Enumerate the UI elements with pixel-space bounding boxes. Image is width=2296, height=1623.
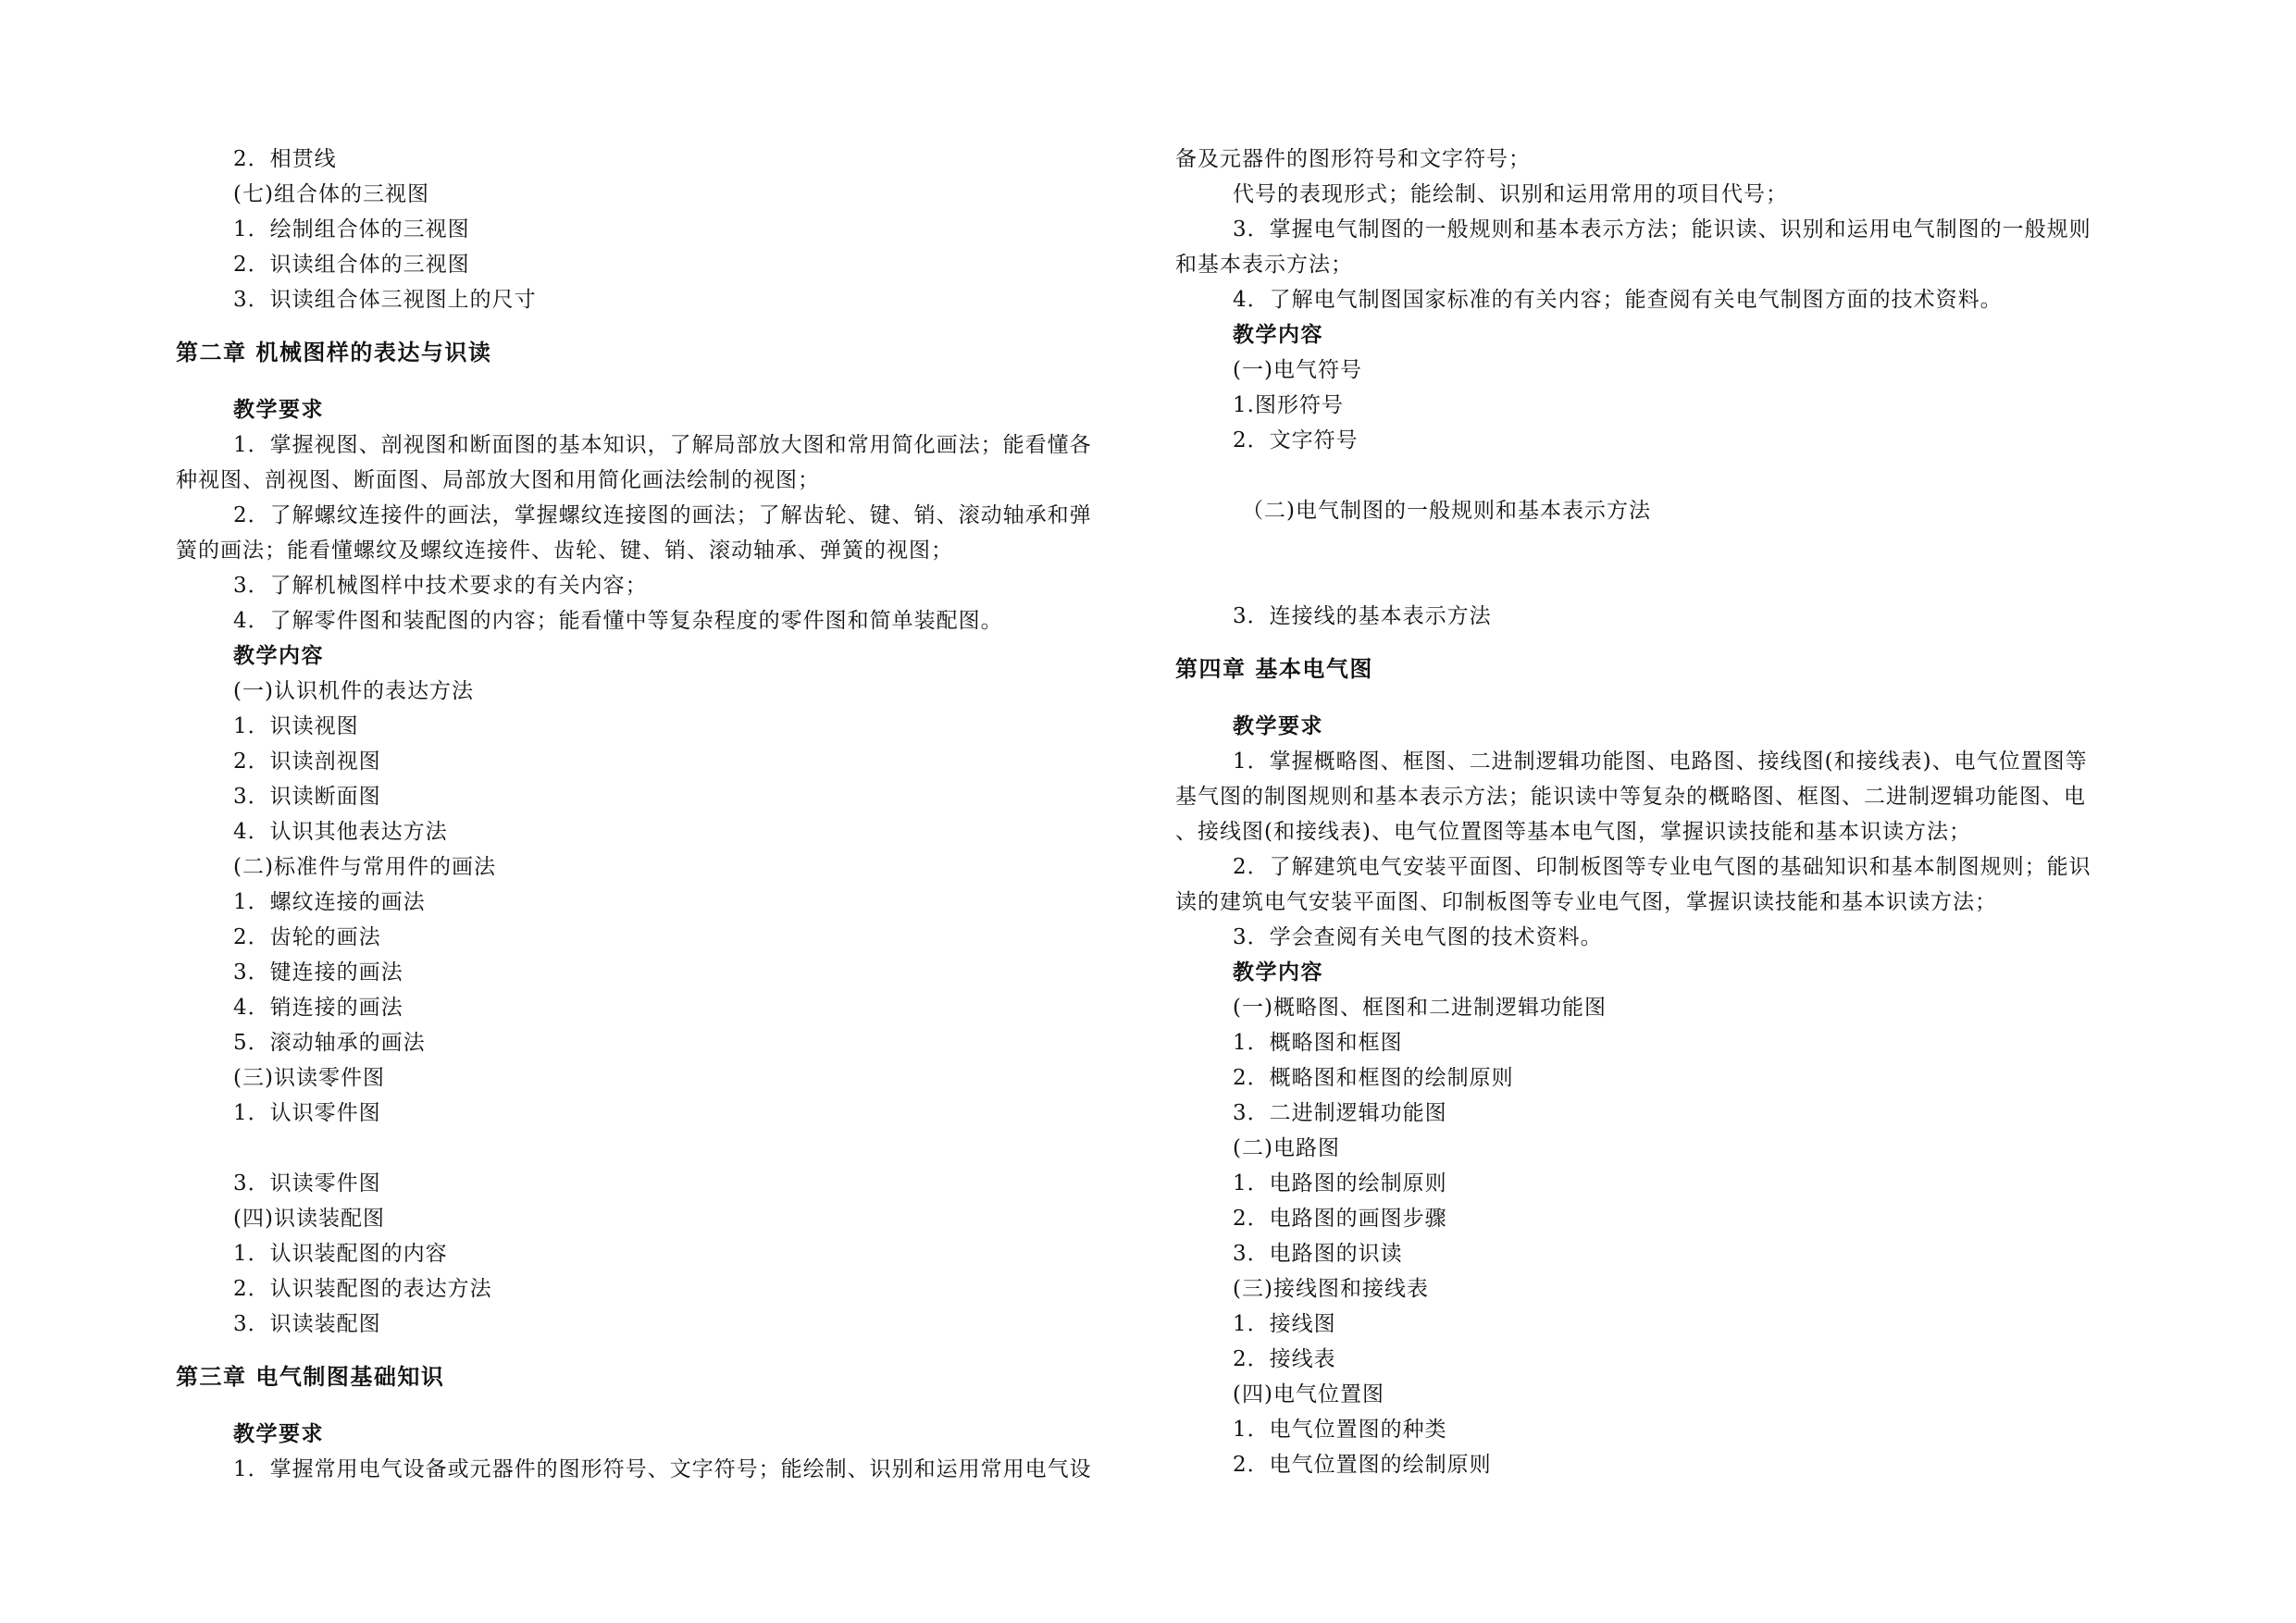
list-item: 2．相贯线	[233, 147, 337, 171]
section-heading: (二)电路图	[1233, 1136, 1340, 1160]
list-item: 2．接线表	[1233, 1347, 1336, 1371]
paragraph-line: 3．掌握电气制图的一般规则和基本表示方法；能识读、识别和运用电气制图的一般规则	[1233, 217, 2091, 242]
paragraph-line: 4．了解零件图和装配图的内容；能看懂中等复杂程度的零件图和简单装配图。	[233, 609, 1003, 633]
list-item: 3．电路图的识读	[1233, 1242, 1403, 1266]
list-item: 3．识读零件图	[233, 1171, 381, 1196]
list-item: 3．二进制逻辑功能图	[1233, 1101, 1447, 1125]
teaching-requirements-label: 教学要求	[233, 1422, 324, 1446]
list-item: 1．电气位置图的种类	[1233, 1418, 1447, 1442]
paragraph-line: 和基本表示方法；	[1175, 253, 1353, 277]
paragraph-line: 3．学会查阅有关电气图的技术资料。	[1233, 925, 1603, 949]
list-item: 3．识读组合体三视图上的尺寸	[233, 288, 537, 312]
list-item: 2．电路图的画图步骤	[1233, 1207, 1447, 1231]
paragraph-line: 读的建筑电气安装平面图、印制板图等专业电气图，掌握识读技能和基本识读方法；	[1175, 890, 1997, 914]
paragraph-line: 簧的画法；能看懂螺纹及螺纹连接件、齿轮、键、销、滚动轴承、弹簧的视图；	[176, 539, 953, 563]
list-item: 4．认识其他表达方法	[233, 820, 448, 844]
list-item: 1．电路图的绘制原则	[1233, 1171, 1447, 1196]
list-item: 2．识读组合体的三视图	[233, 253, 470, 277]
section-heading: (七)组合体的三视图	[233, 182, 429, 206]
teaching-requirements-label: 教学要求	[233, 398, 324, 422]
paragraph-line: 1．掌握概略图、框图、二进制逻辑功能图、电路图、接线图(和接线表)、电气位置图等	[1233, 750, 2088, 774]
section-heading: (三)接线图和接线表	[1233, 1277, 1429, 1301]
paragraph-line: 1．掌握常用电气设备或元器件的图形符号、文字符号；能绘制、识别和运用常用电气设	[233, 1457, 1092, 1481]
list-item: 4．销连接的画法	[233, 996, 403, 1020]
list-item: 3．键连接的画法	[233, 960, 403, 985]
list-item: 1．螺纹连接的画法	[233, 890, 426, 914]
list-item: 1.图形符号	[1233, 393, 1344, 417]
teaching-requirements-label: 教学要求	[1233, 714, 1323, 738]
list-item: 2．认识装配图的表达方法	[233, 1277, 492, 1301]
teaching-content-label: 教学内容	[1233, 323, 1323, 347]
list-item: 3．识读断面图	[233, 785, 381, 809]
section-heading: (一)认识机件的表达方法	[233, 679, 474, 703]
section-heading: (一)电气符号	[1233, 358, 1362, 382]
paragraph-line: 2．了解建筑电气安装平面图、印制板图等专业电气图的基础知识和基本制图规则；能识	[1233, 855, 2091, 879]
section-heading: (四)识读装配图	[233, 1207, 385, 1231]
paragraph-line: 1．掌握视图、剖视图和断面图的基本知识，了解局部放大图和常用简化画法；能看懂各	[233, 433, 1092, 457]
paragraph-line: 2．了解螺纹连接件的画法，掌握螺纹连接图的画法；了解齿轮、键、销、滚动轴承和弹	[233, 503, 1092, 527]
paragraph-line: 、接线图(和接线表)、电气位置图等基本电气图，掌握识读技能和基本识读方法；	[1175, 820, 1971, 844]
list-item: 2．文字符号	[1233, 428, 1359, 452]
chapter-4-title: 第四章 基本电气图	[1175, 656, 1373, 682]
section-heading: (四)电气位置图	[1233, 1382, 1384, 1406]
chapter-3-title: 第三章 电气制图基础知识	[176, 1364, 445, 1390]
teaching-content-label: 教学内容	[233, 644, 324, 668]
paragraph-line: 基气图的制图规则和基本表示方法；能识读中等复杂的概略图、框图、二进制逻辑功能图、电	[1175, 785, 2086, 809]
paragraph-line: 代号的表现形式；能绘制、识别和运用常用的项目代号；	[1233, 182, 1788, 206]
list-item: 1．识读视图	[233, 714, 359, 738]
list-item: 5．滚动轴承的画法	[233, 1031, 426, 1055]
list-item: 2．概略图和框图的绘制原则	[1233, 1066, 1514, 1090]
list-item: 1．绘制组合体的三视图	[233, 217, 470, 242]
list-item: 2．电气位置图的绘制原则	[1233, 1453, 1492, 1477]
paragraph-line: 4．了解电气制图国家标准的有关内容；能查阅有关电气制图方面的技术资料。	[1233, 288, 2003, 312]
section-heading: (一)概略图、框图和二进制逻辑功能图	[1233, 996, 1607, 1020]
list-item: 1．认识零件图	[233, 1101, 381, 1125]
list-item: 1．概略图和框图	[1233, 1031, 1403, 1055]
list-item: 1．认识装配图的内容	[233, 1242, 448, 1266]
paragraph-line: 3．了解机械图样中技术要求的有关内容；	[233, 574, 648, 598]
list-item: 3．连接线的基本表示方法	[1233, 604, 1492, 628]
list-item: 2．齿轮的画法	[233, 925, 381, 949]
paragraph-line: 种视图、剖视图、断面图、局部放大图和用简化画法绘制的视图；	[176, 468, 820, 492]
section-heading: (二)标准件与常用件的画法	[233, 855, 496, 879]
section-heading: （二)电气制图的一般规则和基本表示方法	[1242, 499, 1651, 523]
chapter-2-title: 第二章 机械图样的表达与识读	[176, 340, 492, 365]
paragraph-line: 备及元器件的图形符号和文字符号；	[1175, 147, 1531, 171]
list-item: 3．识读装配图	[233, 1312, 381, 1336]
teaching-content-label: 教学内容	[1233, 960, 1323, 985]
section-heading: (三)识读零件图	[233, 1066, 385, 1090]
list-item: 1．接线图	[1233, 1312, 1336, 1336]
list-item: 2．识读剖视图	[233, 750, 381, 774]
